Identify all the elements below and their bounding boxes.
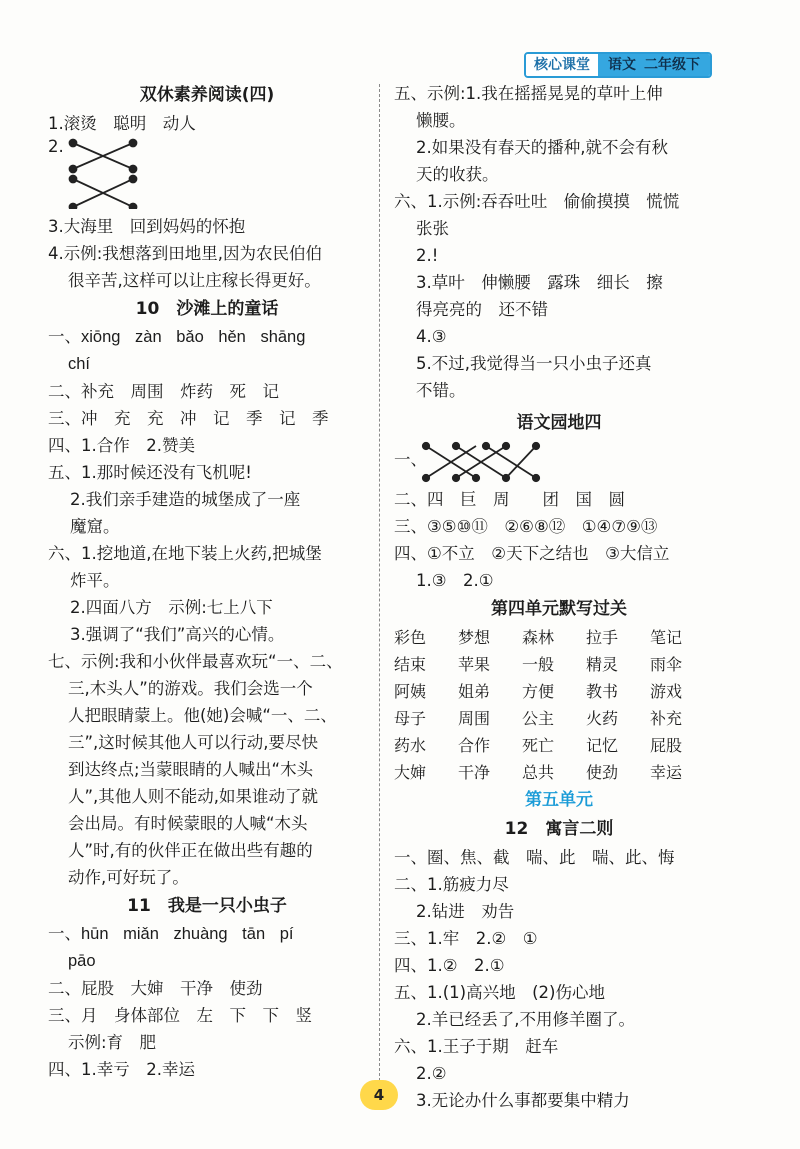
section-title: 双休素养阅读(四): [139, 85, 275, 105]
section-title: 10 沙滩上的童话: [135, 299, 279, 319]
dictation-word: 一般: [522, 655, 555, 674]
answer-line: 五、1.那时候还没有飞机呢!: [48, 463, 252, 482]
answer-line: 魔窟。: [70, 517, 120, 536]
answer-line: 4.③: [416, 327, 447, 346]
right-column: [394, 80, 724, 1114]
answer-line: 3.强调了“我们”高兴的心情。: [70, 625, 285, 644]
answer-line: 到达终点;当蒙眼睛的人喊出“木头: [68, 760, 314, 779]
dictation-word: 公主: [522, 709, 555, 728]
answer-line: 2.: [48, 137, 64, 156]
dictation-word: 方便: [522, 682, 555, 701]
answer-line: 六、1.示例:吞吞吐吐 偷偷摸摸 慌慌: [394, 192, 680, 211]
dictation-word: 死亡: [522, 736, 555, 755]
dictation-word: 教书: [586, 682, 619, 701]
answer-line: 七、示例:我和小伙伴最喜欢玩“一、二、: [48, 652, 343, 671]
dictation-word: 阿姨: [394, 682, 427, 701]
answer-line: 六、1.挖地道,在地下装上火药,把城堡: [48, 544, 322, 563]
answer-line: 二、补充 周围 炸药 死 记: [48, 382, 279, 401]
answer-line: 四、1.② 2.①: [394, 956, 505, 975]
dictation-word: 补充: [650, 709, 683, 728]
answer-line: 2.②: [416, 1064, 447, 1083]
answer-line: 三、③⑤⑩⑪ ②⑥⑧⑫ ①④⑦⑨⑬: [394, 517, 658, 536]
answer-line: 2.钻进 劝告: [416, 902, 515, 921]
answer-line: 三”,这时候其他人可以行动,要尽快: [68, 733, 319, 752]
answer-line: 得亮亮的 还不错: [416, 300, 548, 319]
answer-line: 二、屁股 大婶 干净 使劲: [48, 979, 263, 998]
answer-line: 5.不过,我觉得当一只小虫子还真: [416, 354, 652, 373]
subject-grade-label: [598, 54, 710, 76]
answer-line: 很辛苦,这样可以让庄稼长得更好。: [68, 271, 321, 290]
answer-line: 五、示例:1.我在摇摇晃晃的草叶上伸: [394, 84, 663, 103]
answer-line: 人把眼睛蒙上。他(她)会喊“一、二、: [68, 706, 337, 725]
answer-line: 2.我们亲手建造的城堡成了一座: [70, 490, 301, 509]
answer-line: 六、1.王子于期 赶车: [394, 1037, 559, 1056]
answer-line: 会出局。有时候蒙眼的人喊“木头: [68, 814, 308, 833]
answer-line: 二、四 巨 周 团 国 圆: [394, 490, 625, 509]
answer-line: 不错。: [416, 381, 466, 400]
dictation-word: 周围: [458, 709, 491, 728]
answer-line: 四、①不立 ②天下之结也 ③大信立: [394, 544, 670, 563]
unit-title: 第五单元: [525, 790, 593, 810]
dictation-word: 药水: [394, 736, 427, 755]
answer-line: 四、1.幸亏 2.幸运: [48, 1060, 195, 1079]
answer-line: 懒腰。: [416, 111, 466, 130]
dictation-word: 幸运: [650, 763, 683, 782]
dictation-word: 梦想: [458, 628, 491, 647]
answer-line: pāo: [68, 952, 96, 970]
dictation-word: 火药: [586, 709, 619, 728]
answer-line: 一、xiōng zàn bǎo hěn shāng: [48, 328, 306, 346]
dictation-word: 大婶: [394, 763, 427, 782]
answer-line: chí: [68, 355, 91, 373]
dictation-word: 拉手: [586, 628, 619, 647]
section-title: 第四单元默写过关: [491, 599, 627, 619]
answer-line: 张张: [416, 219, 449, 238]
answer-line: 3.无论办什么事都要集中精力: [416, 1091, 630, 1110]
dictation-word: 总共: [522, 763, 555, 782]
left-column: [48, 80, 366, 1083]
dictation-word: 母子: [394, 709, 427, 728]
answer-line: 2.四面八方 示例:七上八下: [70, 598, 273, 617]
book-series-label: 核心课堂: [526, 54, 598, 76]
dictation-word: 雨伞: [650, 655, 683, 674]
answer-line: 五、1.(1)高兴地 (2)伤心地: [394, 983, 605, 1002]
dictation-word: 森林: [522, 628, 555, 647]
answer-line: 3.草叶 伸懒腰 露珠 细长 擦: [416, 273, 663, 292]
answer-line: 四、1.合作 2.赞美: [48, 436, 195, 455]
dictation-word: 姐弟: [458, 682, 491, 701]
dictation-word: 苹果: [458, 655, 491, 674]
dictation-word: 游戏: [650, 682, 683, 701]
answer-line: 三、月 身体部位 左 下 下 竖: [48, 1006, 312, 1025]
answer-line: 1.滚烫 聪明 动人: [48, 114, 196, 133]
grade-label: 二年级下: [644, 57, 700, 73]
subject-label: 语文: [608, 57, 636, 73]
answer-line: 一、: [394, 450, 427, 469]
cross-lines-diagram: [48, 137, 138, 209]
dictation-word: 彩色: [394, 628, 427, 647]
dictation-word: 结束: [394, 655, 427, 674]
answer-line: 人”时,有的伙伴正在做出些有趣的: [68, 841, 313, 860]
header-badge: [524, 52, 712, 78]
dictation-word: 使劲: [586, 763, 619, 782]
answer-line: 3.大海里 回到妈妈的怀抱: [48, 217, 246, 236]
dictation-word: 干净: [458, 763, 491, 782]
answer-line: 天的收获。: [416, 165, 499, 184]
answer-line: 1.③ 2.①: [416, 571, 494, 590]
answer-line: 2.羊已经丢了,不用修羊圈了。: [416, 1010, 635, 1029]
matching-diagram: [48, 137, 366, 209]
cross-lines-diagram: [394, 438, 574, 486]
dictation-word: 合作: [458, 736, 491, 755]
dictation-word: 记忆: [586, 736, 619, 755]
answer-line: 三、冲 充 充 冲 记 季 记 季: [48, 409, 329, 428]
dictation-word-grid: [394, 624, 724, 786]
answer-line: 动作,可好玩了。: [68, 868, 189, 887]
answer-line: 4.示例:我想落到田地里,因为农民伯伯: [48, 244, 323, 263]
answer-line: 示例:育 肥: [68, 1033, 157, 1052]
section-title: 12 寓言二则: [504, 819, 614, 839]
answer-line: 炸平。: [70, 571, 120, 590]
dictation-word: 笔记: [650, 628, 683, 647]
answer-line: 2.!: [416, 246, 439, 265]
answer-line: 三、1.牢 2.② ①: [394, 929, 538, 948]
dictation-word: 屁股: [650, 736, 683, 755]
answer-line: 一、圈、焦、截 喘、此 喘、此、悔: [394, 848, 675, 867]
answer-line: 二、1.筋疲力尽: [394, 875, 509, 894]
column-divider: [379, 84, 380, 1086]
answer-line: 一、hūn miǎn zhuàng tān pí: [48, 925, 294, 943]
page-number: 4: [360, 1080, 398, 1110]
answer-line: 人”,其他人则不能动,如果谁动了就: [68, 787, 319, 806]
dictation-word: 精灵: [586, 655, 619, 674]
answer-line: 2.如果没有春天的播种,就不会有秋: [416, 138, 668, 157]
section-title: 11 我是一只小虫子: [127, 896, 287, 916]
section-title: 语文园地四: [516, 413, 602, 433]
answer-line: 三,木头人”的游戏。我们会选一个: [68, 679, 313, 698]
matching-diagram: [394, 438, 724, 486]
